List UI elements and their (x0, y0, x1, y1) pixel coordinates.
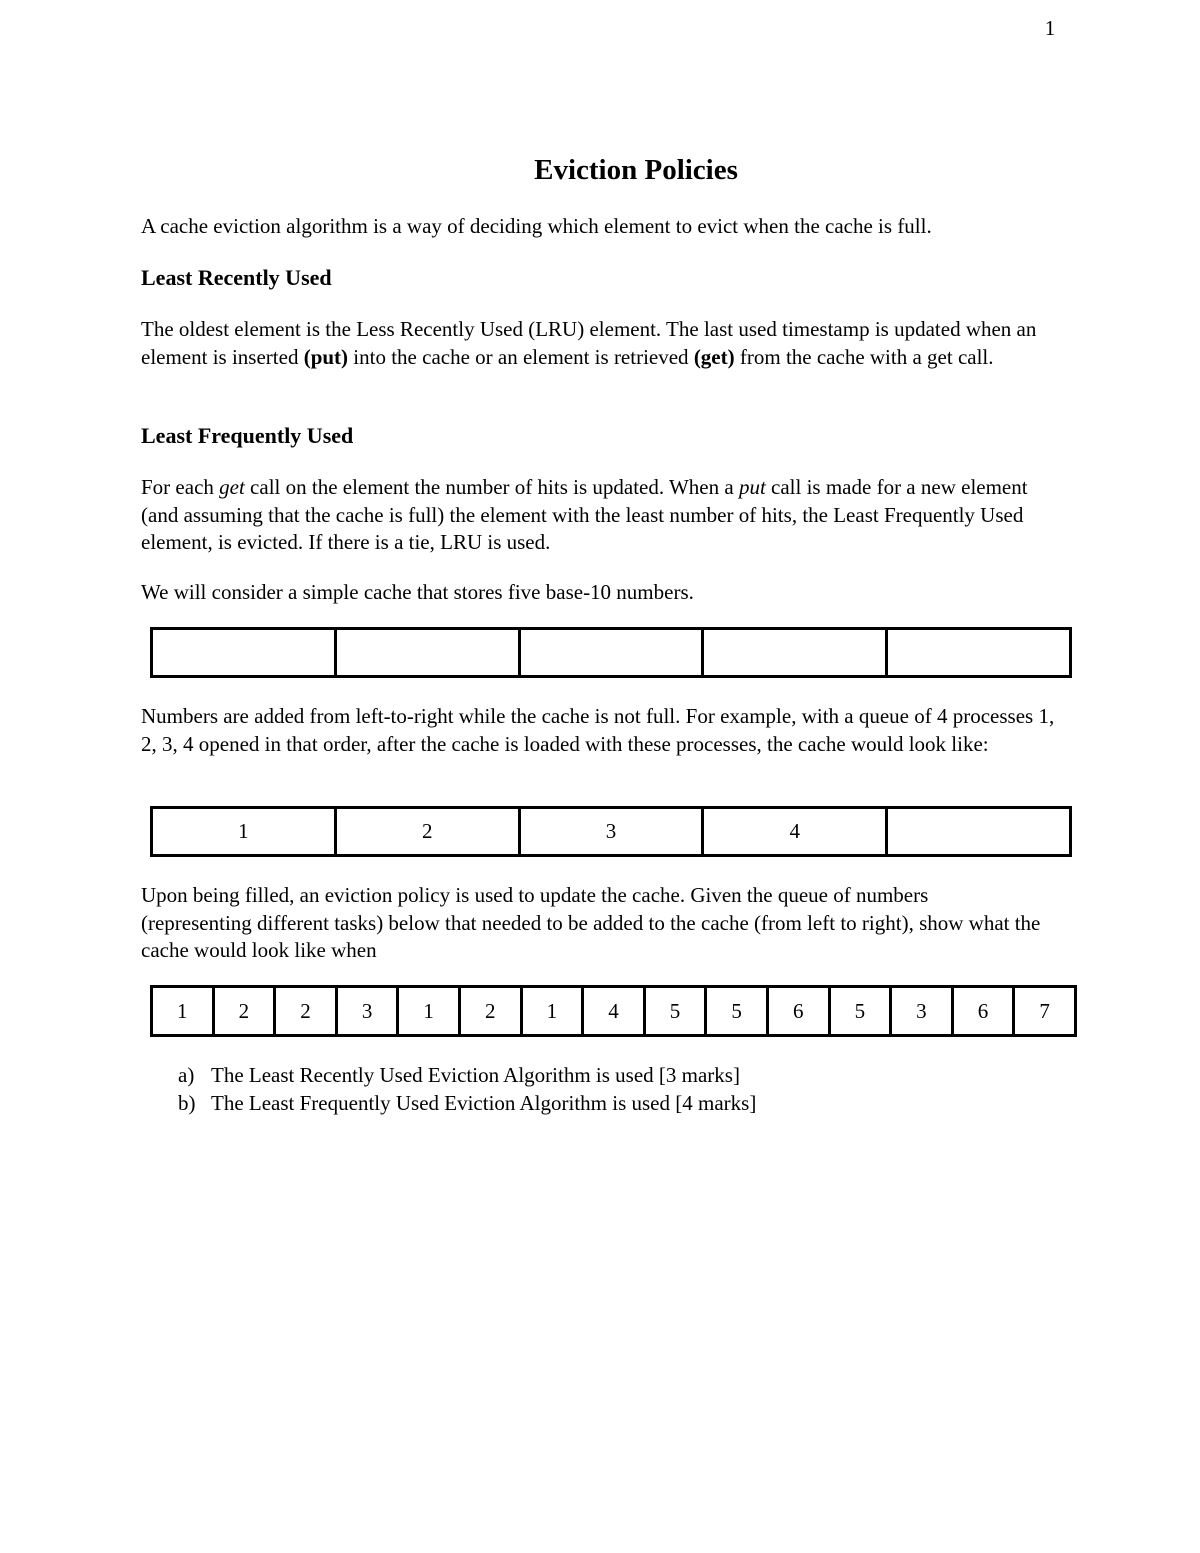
policy-paragraph: Upon being filled, an eviction policy is used to update the cache. Given the queue of numbers (representing different tasks) below that needed to be added to the cache (from left to right), show what the cache would look like when (141, 883, 1041, 962)
queue-cell: 5 (644, 987, 706, 1036)
example-cache-table (150, 806, 1072, 857)
example-paragraph: Numbers are added from left-to-right while the cache is not full. For example, with a queue of 4 processes 1, 2, 3, 4 opened in that order, after the cache is loaded with these processes, the cache would look like: (141, 704, 1055, 756)
simple-cache-paragraph: We will consider a simple cache that stores five base-10 numbers. (141, 580, 694, 604)
queue-cell: 3 (891, 987, 953, 1036)
question-marker: b) (178, 1090, 196, 1115)
question-item (178, 1062, 756, 1090)
lfu-paragraph (141, 474, 1066, 557)
example-cache-cell (887, 808, 1071, 856)
empty-cache-cell (887, 629, 1071, 677)
queue-cell: 7 (1014, 987, 1076, 1036)
lfu-text-2: call on the element the number of hits is updated. When a (244, 475, 739, 499)
queue-cell: 6 (767, 987, 829, 1036)
queue-cell: 1 (152, 987, 214, 1036)
intro-paragraph: A cache eviction algorithm is a way of deciding which element to evict when the cache is full. (141, 214, 932, 238)
lru-text-2: into the cache or an element is retrieved (348, 344, 694, 369)
queue-table (150, 985, 1077, 1037)
lfu-heading: Least Frequently Used (141, 423, 354, 448)
queue-cell: 2 (275, 987, 337, 1036)
example-cache-cell: 2 (335, 808, 519, 856)
example-cache-row (152, 808, 1071, 856)
question-text: The Least Frequently Used Eviction Algorithm is used [4 marks] (211, 1090, 757, 1115)
empty-cache-cell (335, 629, 519, 677)
empty-cache-cell (152, 629, 336, 677)
example-cache-cell: 3 (519, 808, 703, 856)
lru-get-term: (get) (693, 344, 735, 369)
empty-cache-cell (703, 629, 887, 677)
question-marker: a) (178, 1063, 195, 1087)
lfu-text-3: call is made for a new element (and assuming that the cache is full) the element with the least number of hits, the Least Frequently Used element, is evicted. If there is a tie, LRU is used. (141, 475, 1028, 554)
empty-cache-table (150, 627, 1072, 678)
lru-text-3: from the cache with a get call. (734, 344, 994, 369)
page-title: Eviction Policies (534, 154, 738, 186)
queue-cell: 2 (213, 987, 275, 1036)
empty-cache-row (152, 629, 1071, 677)
queue-cell: 3 (336, 987, 398, 1036)
question-list (178, 1062, 756, 1117)
queue-cell: 5 (829, 987, 891, 1036)
lfu-text-1: For each (141, 475, 220, 499)
empty-cache-cell (519, 629, 703, 677)
question-item (178, 1090, 756, 1118)
lfu-get-term: get (219, 475, 245, 499)
example-cache-cell: 4 (703, 808, 887, 856)
queue-cell: 6 (952, 987, 1014, 1036)
page-number: 1 (1044, 16, 1056, 40)
lfu-put-term: put (738, 475, 766, 499)
queue-cell: 1 (521, 987, 583, 1036)
lru-text-1: The oldest element is the Less Recently Used (LRU) element. The last used timestamp is updated when an element is inserted (141, 317, 1037, 369)
example-cache-cell: 1 (152, 808, 336, 856)
lru-paragraph (141, 316, 1071, 371)
lru-put-term: (put) (303, 344, 349, 369)
queue-cell: 2 (459, 987, 521, 1036)
lru-heading: Least Recently Used (141, 265, 332, 290)
queue-cell: 4 (583, 987, 645, 1036)
question-text: The Least Recently Used Eviction Algorithm is used [3 marks] (211, 1063, 740, 1087)
queue-row (152, 987, 1076, 1036)
queue-cell: 1 (398, 987, 460, 1036)
queue-cell: 5 (706, 987, 768, 1036)
